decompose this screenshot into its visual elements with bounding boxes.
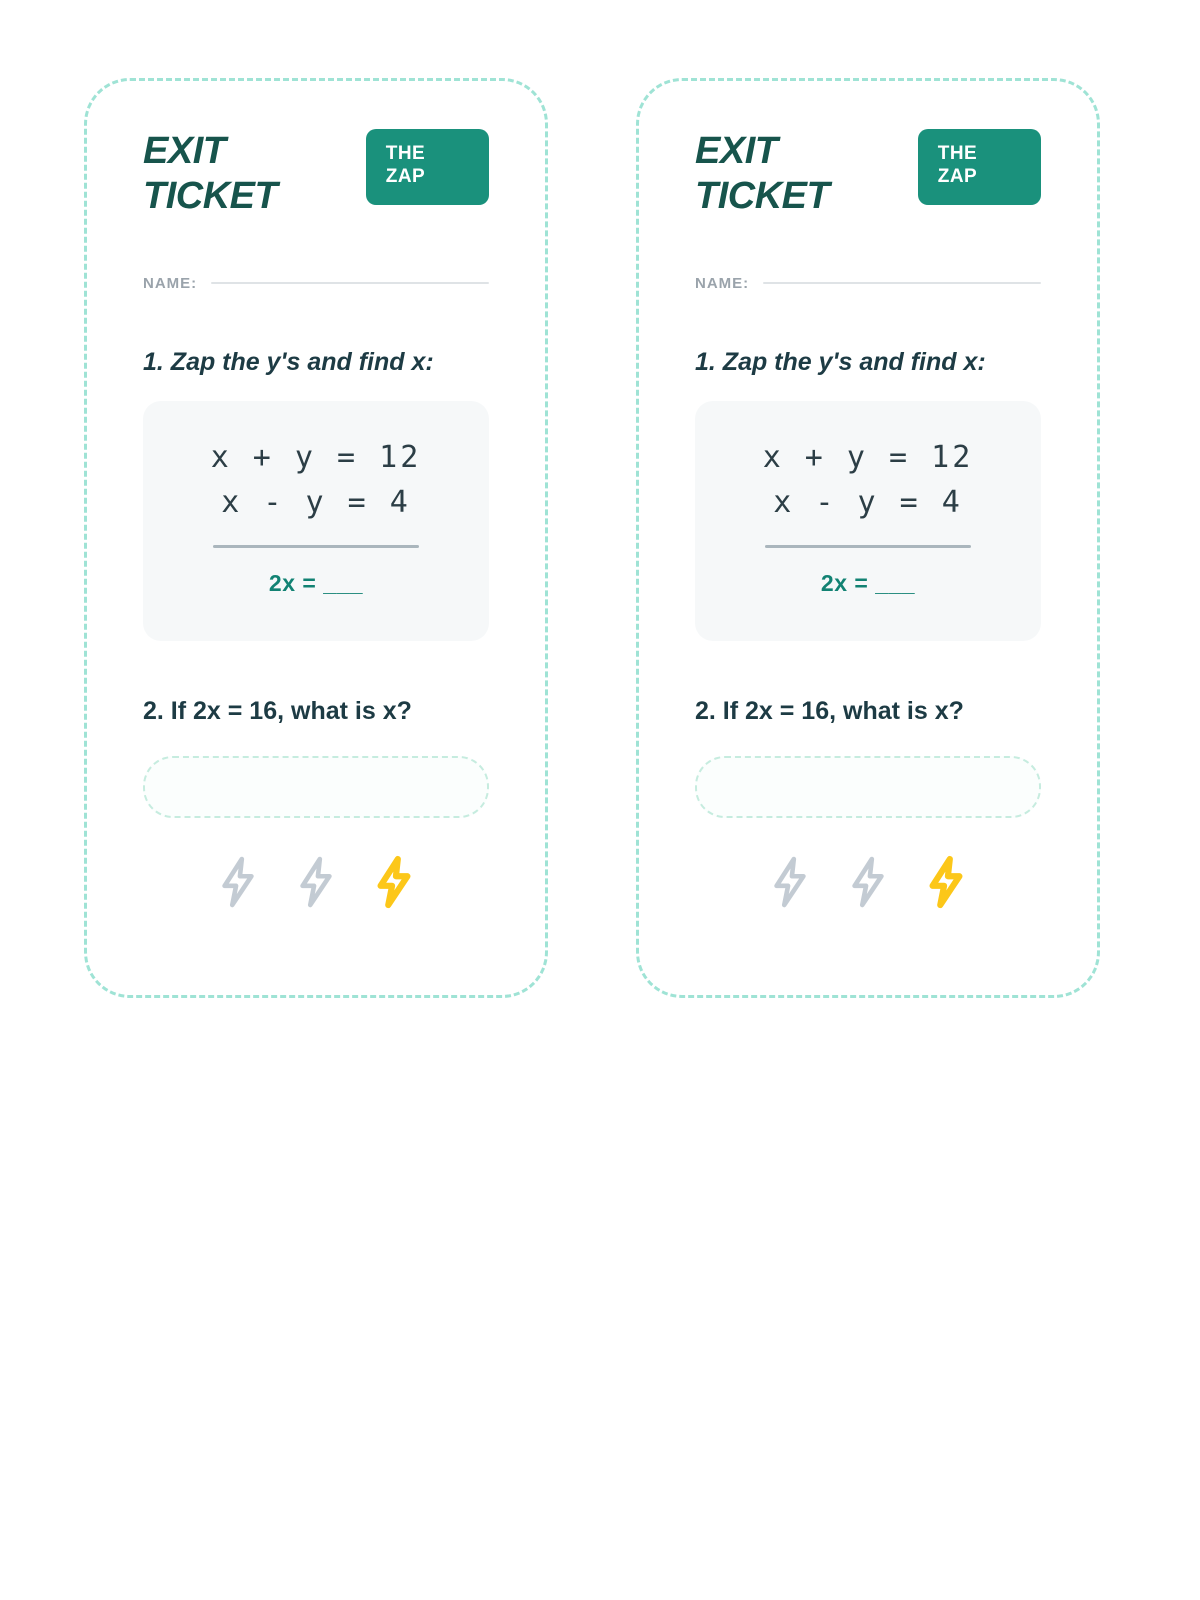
answer-input-box-1[interactable] <box>143 756 489 818</box>
equation-line-1: x + y = 12 <box>210 439 422 475</box>
equation-result-blank[interactable]: 2x = ___ <box>268 569 364 596</box>
brand-badge: THE ZAP <box>366 129 489 205</box>
brand-badge: THE ZAP <box>918 129 1041 205</box>
answer-input-box-2[interactable] <box>695 756 1041 818</box>
name-field-row <box>143 275 489 292</box>
page-title: EXIT TICKET <box>695 130 830 217</box>
name-label: NAME: <box>143 274 198 292</box>
bolt-rating-row <box>695 854 1041 910</box>
question-1-text: 1. Zap the y's and find x: <box>695 347 986 376</box>
bolt-rating-row <box>143 854 489 910</box>
exit-ticket-card-1 <box>84 78 548 998</box>
lightning-bolt-icon-active[interactable] <box>923 854 969 910</box>
equation-box-2 <box>695 401 1041 641</box>
equation-line-2: x - y = 4 <box>221 484 411 520</box>
ticket-header <box>695 129 1041 219</box>
lightning-bolt-icon-active[interactable] <box>371 854 417 910</box>
question-2-text: 2. If 2x = 16, what is x? <box>143 696 412 725</box>
equation-divider <box>765 545 971 548</box>
page-title: EXIT TICKET <box>143 130 278 217</box>
name-write-line[interactable] <box>763 282 1041 284</box>
exit-ticket-card-2 <box>636 78 1100 998</box>
equation-divider <box>213 545 419 548</box>
name-label: NAME: <box>695 274 750 292</box>
name-write-line[interactable] <box>211 282 489 284</box>
lightning-bolt-icon[interactable] <box>215 854 261 910</box>
lightning-bolt-icon[interactable] <box>767 854 813 910</box>
equation-line-1: x + y = 12 <box>762 439 974 475</box>
lightning-bolt-icon[interactable] <box>845 854 891 910</box>
name-field-row <box>695 275 1041 292</box>
equation-line-2: x - y = 4 <box>773 484 963 520</box>
question-1-text: 1. Zap the y's and find x: <box>143 347 434 376</box>
question-2-text: 2. If 2x = 16, what is x? <box>695 696 964 725</box>
equation-box-1 <box>143 401 489 641</box>
ticket-header <box>143 129 489 219</box>
lightning-bolt-icon[interactable] <box>293 854 339 910</box>
equation-result-blank[interactable]: 2x = ___ <box>820 569 916 596</box>
exit-ticket-row <box>84 78 1100 998</box>
